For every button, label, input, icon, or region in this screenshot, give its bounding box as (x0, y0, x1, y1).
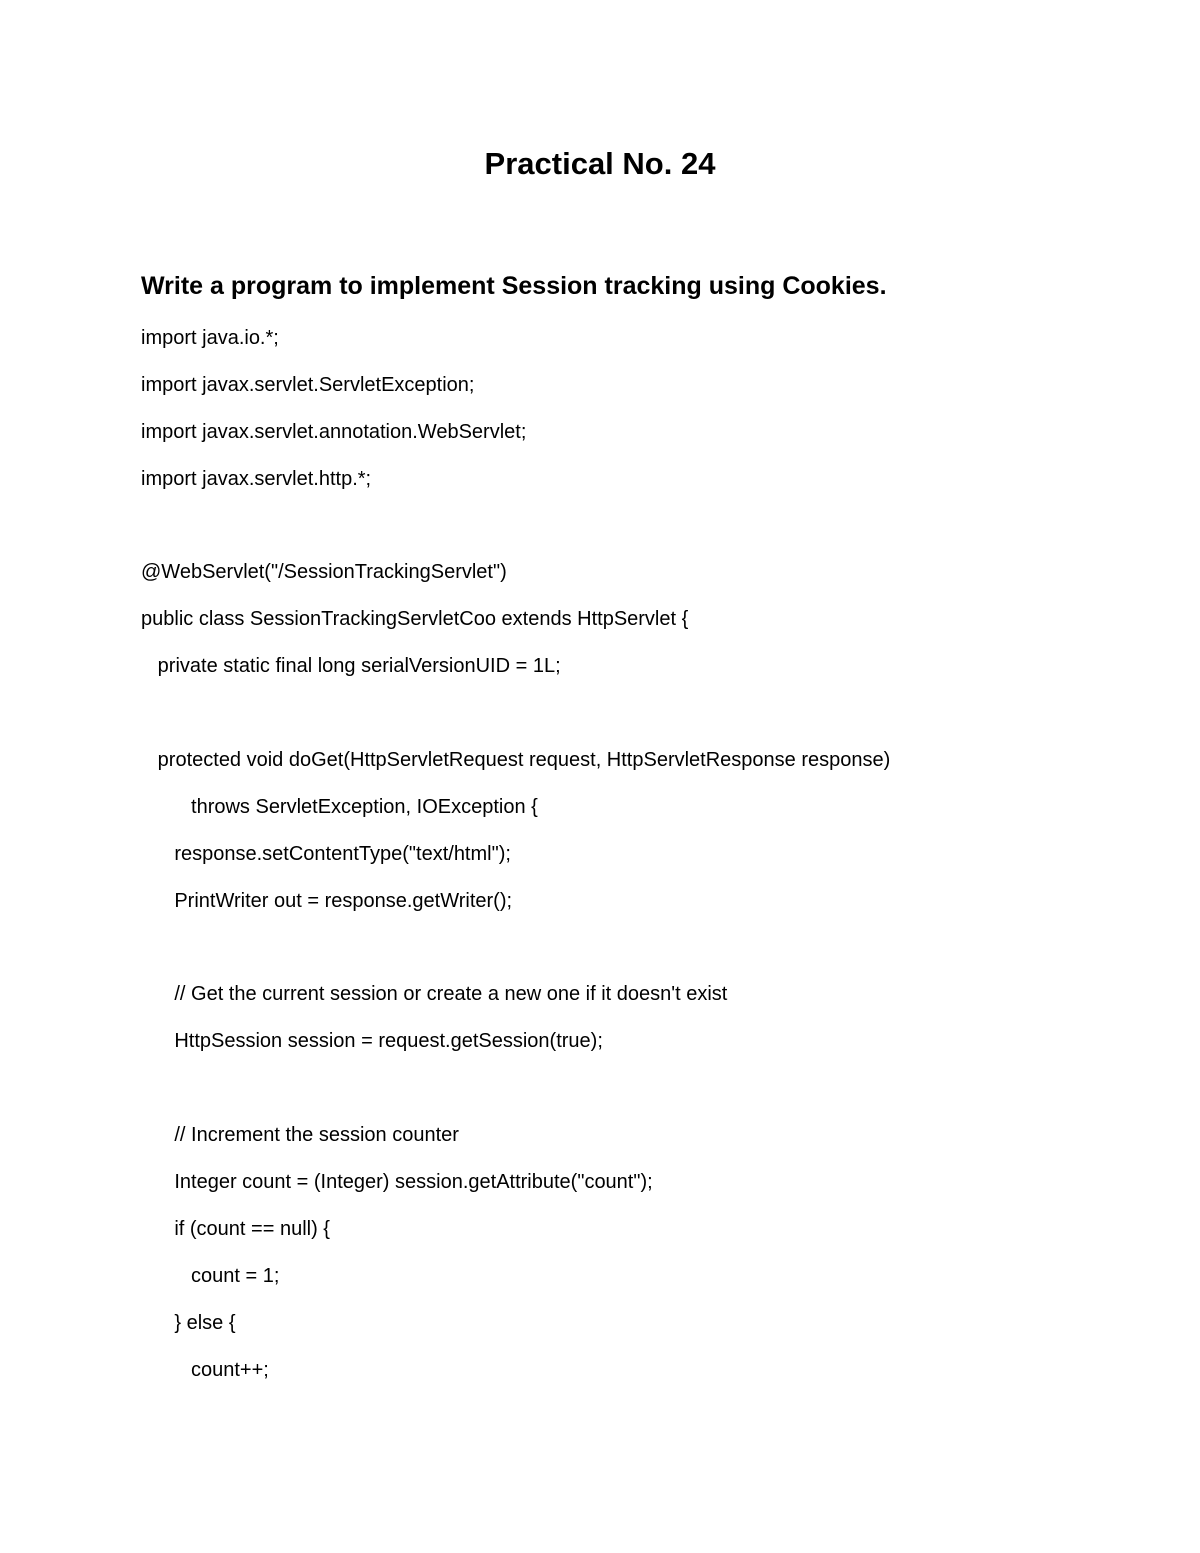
question-heading: Write a program to implement Session tracking using Cookies. (141, 272, 887, 300)
code-line: // Increment the session counter (141, 1124, 459, 1147)
code-line: private static final long serialVersionUID = 1L; (141, 655, 561, 678)
code-line: count++; (141, 1358, 269, 1381)
page-title: Practical No. 24 (484, 146, 716, 181)
code-line: import javax.servlet.ServletException; (141, 373, 475, 396)
code-line: } else { (141, 1311, 236, 1334)
code-line: response.setContentType("text/html"); (141, 842, 511, 865)
code-line: HttpSession session = request.getSession(true); (141, 1030, 603, 1053)
code-line (141, 695, 1141, 742)
code-line: import javax.servlet.annotation.WebServlet; (141, 420, 527, 443)
code-line: import java.io.*; (141, 327, 279, 349)
code-line: import javax.servlet.http.*; (141, 467, 372, 490)
code-line: @WebServlet("/SessionTrackingServlet") (141, 561, 507, 584)
code-line (141, 508, 1141, 555)
code-line: protected void doGet(HttpServletRequest request, HttpServletResponse response) (141, 749, 891, 772)
code-block (141, 320, 1141, 1398)
code-line (141, 1070, 1141, 1117)
code-line: public class SessionTrackingServletCoo extends HttpServlet { (141, 608, 689, 631)
code-line: count = 1; (141, 1264, 280, 1287)
code-line (141, 930, 1141, 977)
code-line: // Get the current session or create a new one if it doesn't exist (141, 983, 728, 1006)
code-line: if (count == null) { (141, 1217, 330, 1240)
code-line: Integer count = (Integer) session.getAttribute("count"); (141, 1171, 653, 1194)
code-line: PrintWriter out = response.getWriter(); (141, 889, 513, 912)
code-line: throws ServletException, IOException { (141, 795, 538, 818)
